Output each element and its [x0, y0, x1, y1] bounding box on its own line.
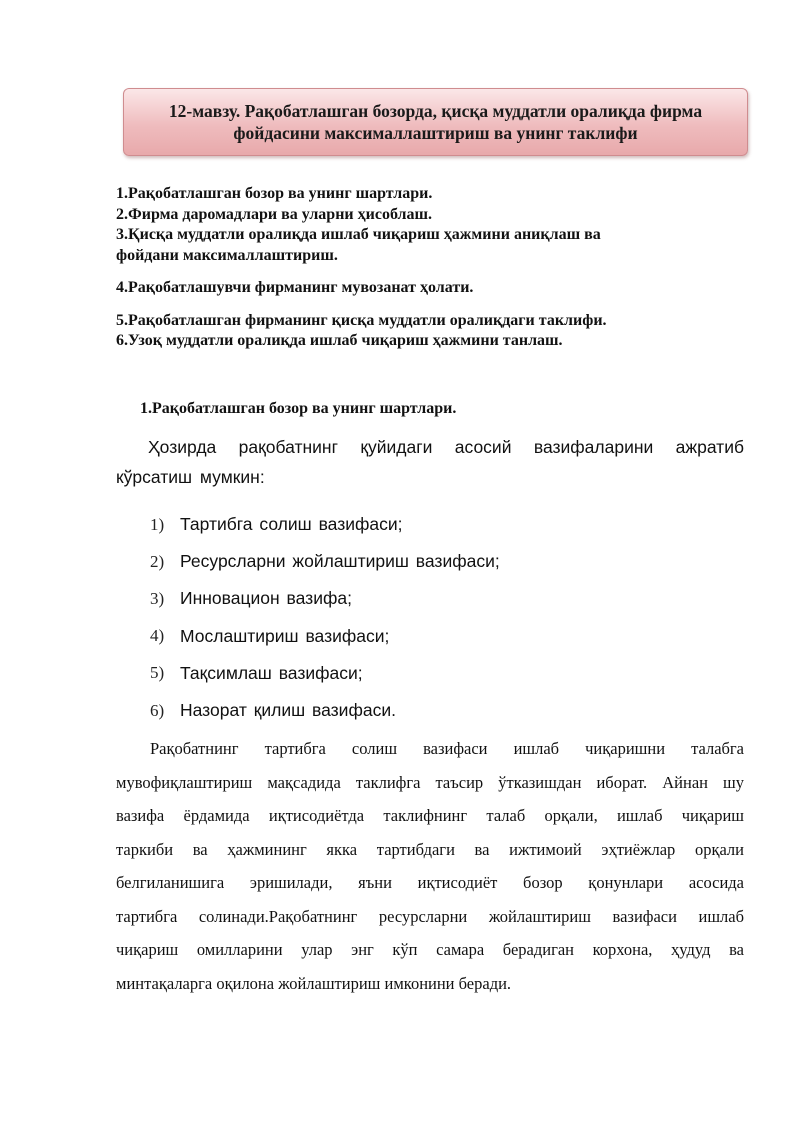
list-item-text: Тартибга солиш вазифаси; [180, 514, 403, 535]
outline-item: 1.Рақобатлашган бозор ва унинг шартлари. [116, 185, 433, 202]
outline-item: 5.Рақобатлашган фирманинг қисқа муддатли оралиқдаги таклифи. [116, 311, 607, 329]
paragraph-line: Рақобатнинг тартибга солиш вазифаси ишлаб чиқаришни талабга [150, 739, 744, 758]
topic-title [169, 100, 702, 144]
paragraph-line: тартибга солинади.Рақобатнинг ресурсларни жойлаштириш вазифаси ишлаб [116, 906, 744, 926]
outline-item: 3.Қисқа муддатли оралиқда ишлаб чиқариш ҳажмини аниқлаш ва [116, 226, 601, 243]
list-item [150, 618, 500, 655]
body-paragraph [116, 732, 744, 1000]
list-item-number: 4) [150, 626, 165, 646]
section-heading: 1.Рақобатлашган бозор ва унинг шартлари. [140, 400, 457, 417]
list-item [150, 506, 500, 543]
topic-outline [116, 184, 756, 352]
list-item [150, 655, 500, 692]
list-item [150, 580, 500, 617]
list-item-number: 3) [150, 588, 165, 608]
list-item-text: Тақсимлаш вазифаси; [180, 662, 363, 683]
list-item-number: 5) [150, 663, 165, 683]
list-item [150, 543, 500, 580]
outline-item: 4.Рақобатлашувчи фирманинг мувозанат ҳолати. [116, 279, 474, 296]
paragraph-line: мувофиқлаштириш мақсадида таклифга таъсир ўтказишдан иборат. Айнан шу [116, 772, 744, 792]
list-item [150, 692, 500, 729]
paragraph-line: таркиби ва ҳажмининг якка тартибдаги ва ижтимоий эҳтиёжлар орқали [116, 839, 744, 859]
topic-title-line-2: фойдасини максималлаштириш ва унинг таклифи [233, 123, 638, 143]
topic-title-banner [123, 88, 748, 156]
list-item-text: Мослаштириш вазифаси; [180, 625, 390, 646]
list-item-text: Назорат қилиш вазифаси. [180, 700, 396, 721]
outline-item: 2.Фирма даромадлари ва уларни ҳисоблаш. [116, 205, 433, 223]
paragraph-line: вазифа ёрдамида иқтисодиётда таклифнинг талаб орқали, ишлаб чиқариш [116, 806, 744, 825]
list-item-number: 6) [150, 700, 165, 720]
outline-item: 6.Узоқ муддатли оралиқда ишлаб чиқариш ҳажмини танлаш. [116, 332, 563, 349]
paragraph-line: чиқариш омилларини улар энг кўп самара берадиган корхона, ҳудуд ва [116, 940, 744, 959]
list-item-number: 2) [150, 551, 165, 571]
topic-title-line-1: 12-мавзу. Рақобатлашган бозорда, қисқа муддатли оралиқда фирма [168, 101, 703, 121]
paragraph-line: минтақаларга оқилона жойлаштириш имконини беради. [116, 973, 512, 993]
list-item-text: Ресурсларни жойлаштириш вазифаси; [180, 551, 500, 572]
list-item-text: Инновацион вазифа; [180, 588, 352, 609]
list-item-number: 1) [150, 514, 165, 534]
paragraph-line: белгиланишига эришилади, яъни иқтисодиёт бозор қонунлари асосида [116, 873, 744, 892]
outline-item: фойдани максималлаштириш. [116, 246, 338, 264]
intro-paragraph: Ҳозирда рақобатнинг қуйидаги асосий вазифаларини ажратиб кўрсатиш мумкин: [116, 437, 744, 487]
functions-list [150, 506, 500, 729]
